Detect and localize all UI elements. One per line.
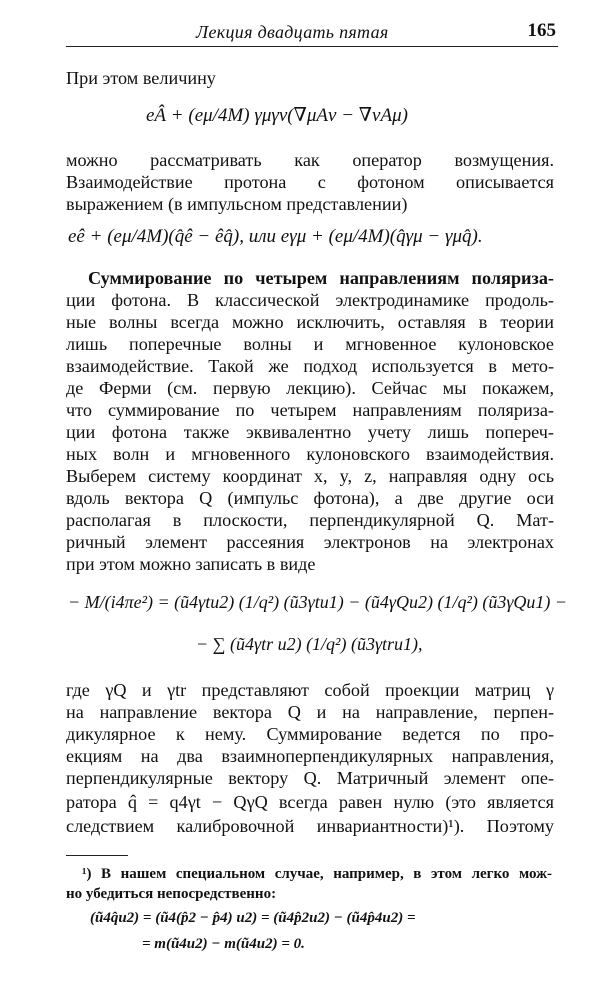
text-line: ричный элемент рассеяния электронов на электронах bbox=[66, 532, 554, 552]
text-line: лишь поперечные волны и мгновенное кулоновское bbox=[66, 334, 554, 354]
text-line: де Ферми (см. первую лекцию). Сейчас мы покажем, bbox=[66, 378, 554, 398]
footnote-rule bbox=[66, 855, 128, 856]
formula-interaction: eê + (eμ/4M)(q̂ê − êq̂), или eγμ + (eμ/4M)(q̂γμ − γμq̂). bbox=[68, 226, 483, 247]
footnote-line: но убедиться непосредственно: bbox=[66, 886, 277, 902]
page-number: 165 bbox=[527, 20, 556, 41]
text-line: Выберем систему координат x, y, z, направляя одну ось bbox=[66, 466, 554, 486]
text-line: где γQ и γtr представляют собой проекции матриц γ bbox=[66, 680, 554, 700]
footnote-formula: (ũ4q̂u2) = (ũ4(p̂2 − p̂4) u2) = (ũ4p̂2u2) − (ũ4p̂4u2) = bbox=[90, 910, 416, 926]
section-heading: Суммирование по четырем направлениям поляриза- bbox=[88, 268, 554, 288]
text-line: взаимодействие. Такой же подход используется в мето- bbox=[66, 356, 554, 376]
text-line: ции фотона. В классической электродинамике продоль- bbox=[66, 290, 554, 310]
text-line: на направление вектора Q и на направление, перпен- bbox=[66, 702, 554, 722]
text-line: ции фотона также эквивалентно учету лишь попереч- bbox=[66, 422, 554, 442]
text-line: дикулярное к нему. Суммирование ведется по про- bbox=[66, 724, 554, 744]
text-line: располагая в плоскости, перпендикулярной Q. Мат- bbox=[66, 510, 554, 530]
running-title: Лекция двадцать пятая bbox=[196, 22, 389, 42]
text-line: При этом величину bbox=[66, 68, 216, 88]
formula-perturbation: eÂ + (eμ/4M) γμγν(∇μAν − ∇νAμ) bbox=[146, 105, 408, 126]
page-header bbox=[66, 20, 558, 47]
footnote-formula: = m(ũ4u2) − m(ũ4u2) = 0. bbox=[142, 936, 305, 952]
text-line: при этом можно записать в виде bbox=[66, 554, 316, 574]
text-line: екциям на два взаимноперпендикулярных направления, bbox=[66, 746, 554, 766]
text-line: следствием калибровочной инвариантности)¹). Поэтому bbox=[66, 816, 554, 836]
text-line: можно рассматривать как оператор возмущения. bbox=[66, 150, 554, 170]
text-line: что суммирование по четырем направлениям поляриза- bbox=[66, 400, 554, 420]
text-line: выражением (в импульсном представлении) bbox=[66, 194, 408, 214]
text-line: Взаимодействие протона с фотоном описывается bbox=[66, 172, 554, 192]
text-line: ных волн и мгновенного кулоновского взаимодействия. bbox=[66, 444, 554, 464]
footnote-line: ¹) В нашем специальном случае, например, в этом легко мож- bbox=[82, 866, 552, 882]
text-line: ратора q̂ = q4γt − QγQ всегда равен нулю (это является bbox=[66, 792, 554, 812]
text-line: ные волны всегда можно исключить, оставляя в теории bbox=[66, 312, 554, 332]
formula-matrix-element-1: − M/(i4πe²) = (ũ4γtu2) (1/q²) (ũ3γtu1) − (ũ4γQu2) (1/q²) (ũ3γQu1) − bbox=[68, 592, 568, 612]
text-line: перпендикулярные вектору Q. Матричный элемент опе- bbox=[66, 768, 554, 788]
formula-matrix-element-2: − ∑ (ũ4γtr u2) (1/q²) (ũ3γtru1), bbox=[196, 634, 423, 654]
text-line: вдоль вектора Q (импульс фотона), а две другие оси bbox=[66, 488, 554, 508]
